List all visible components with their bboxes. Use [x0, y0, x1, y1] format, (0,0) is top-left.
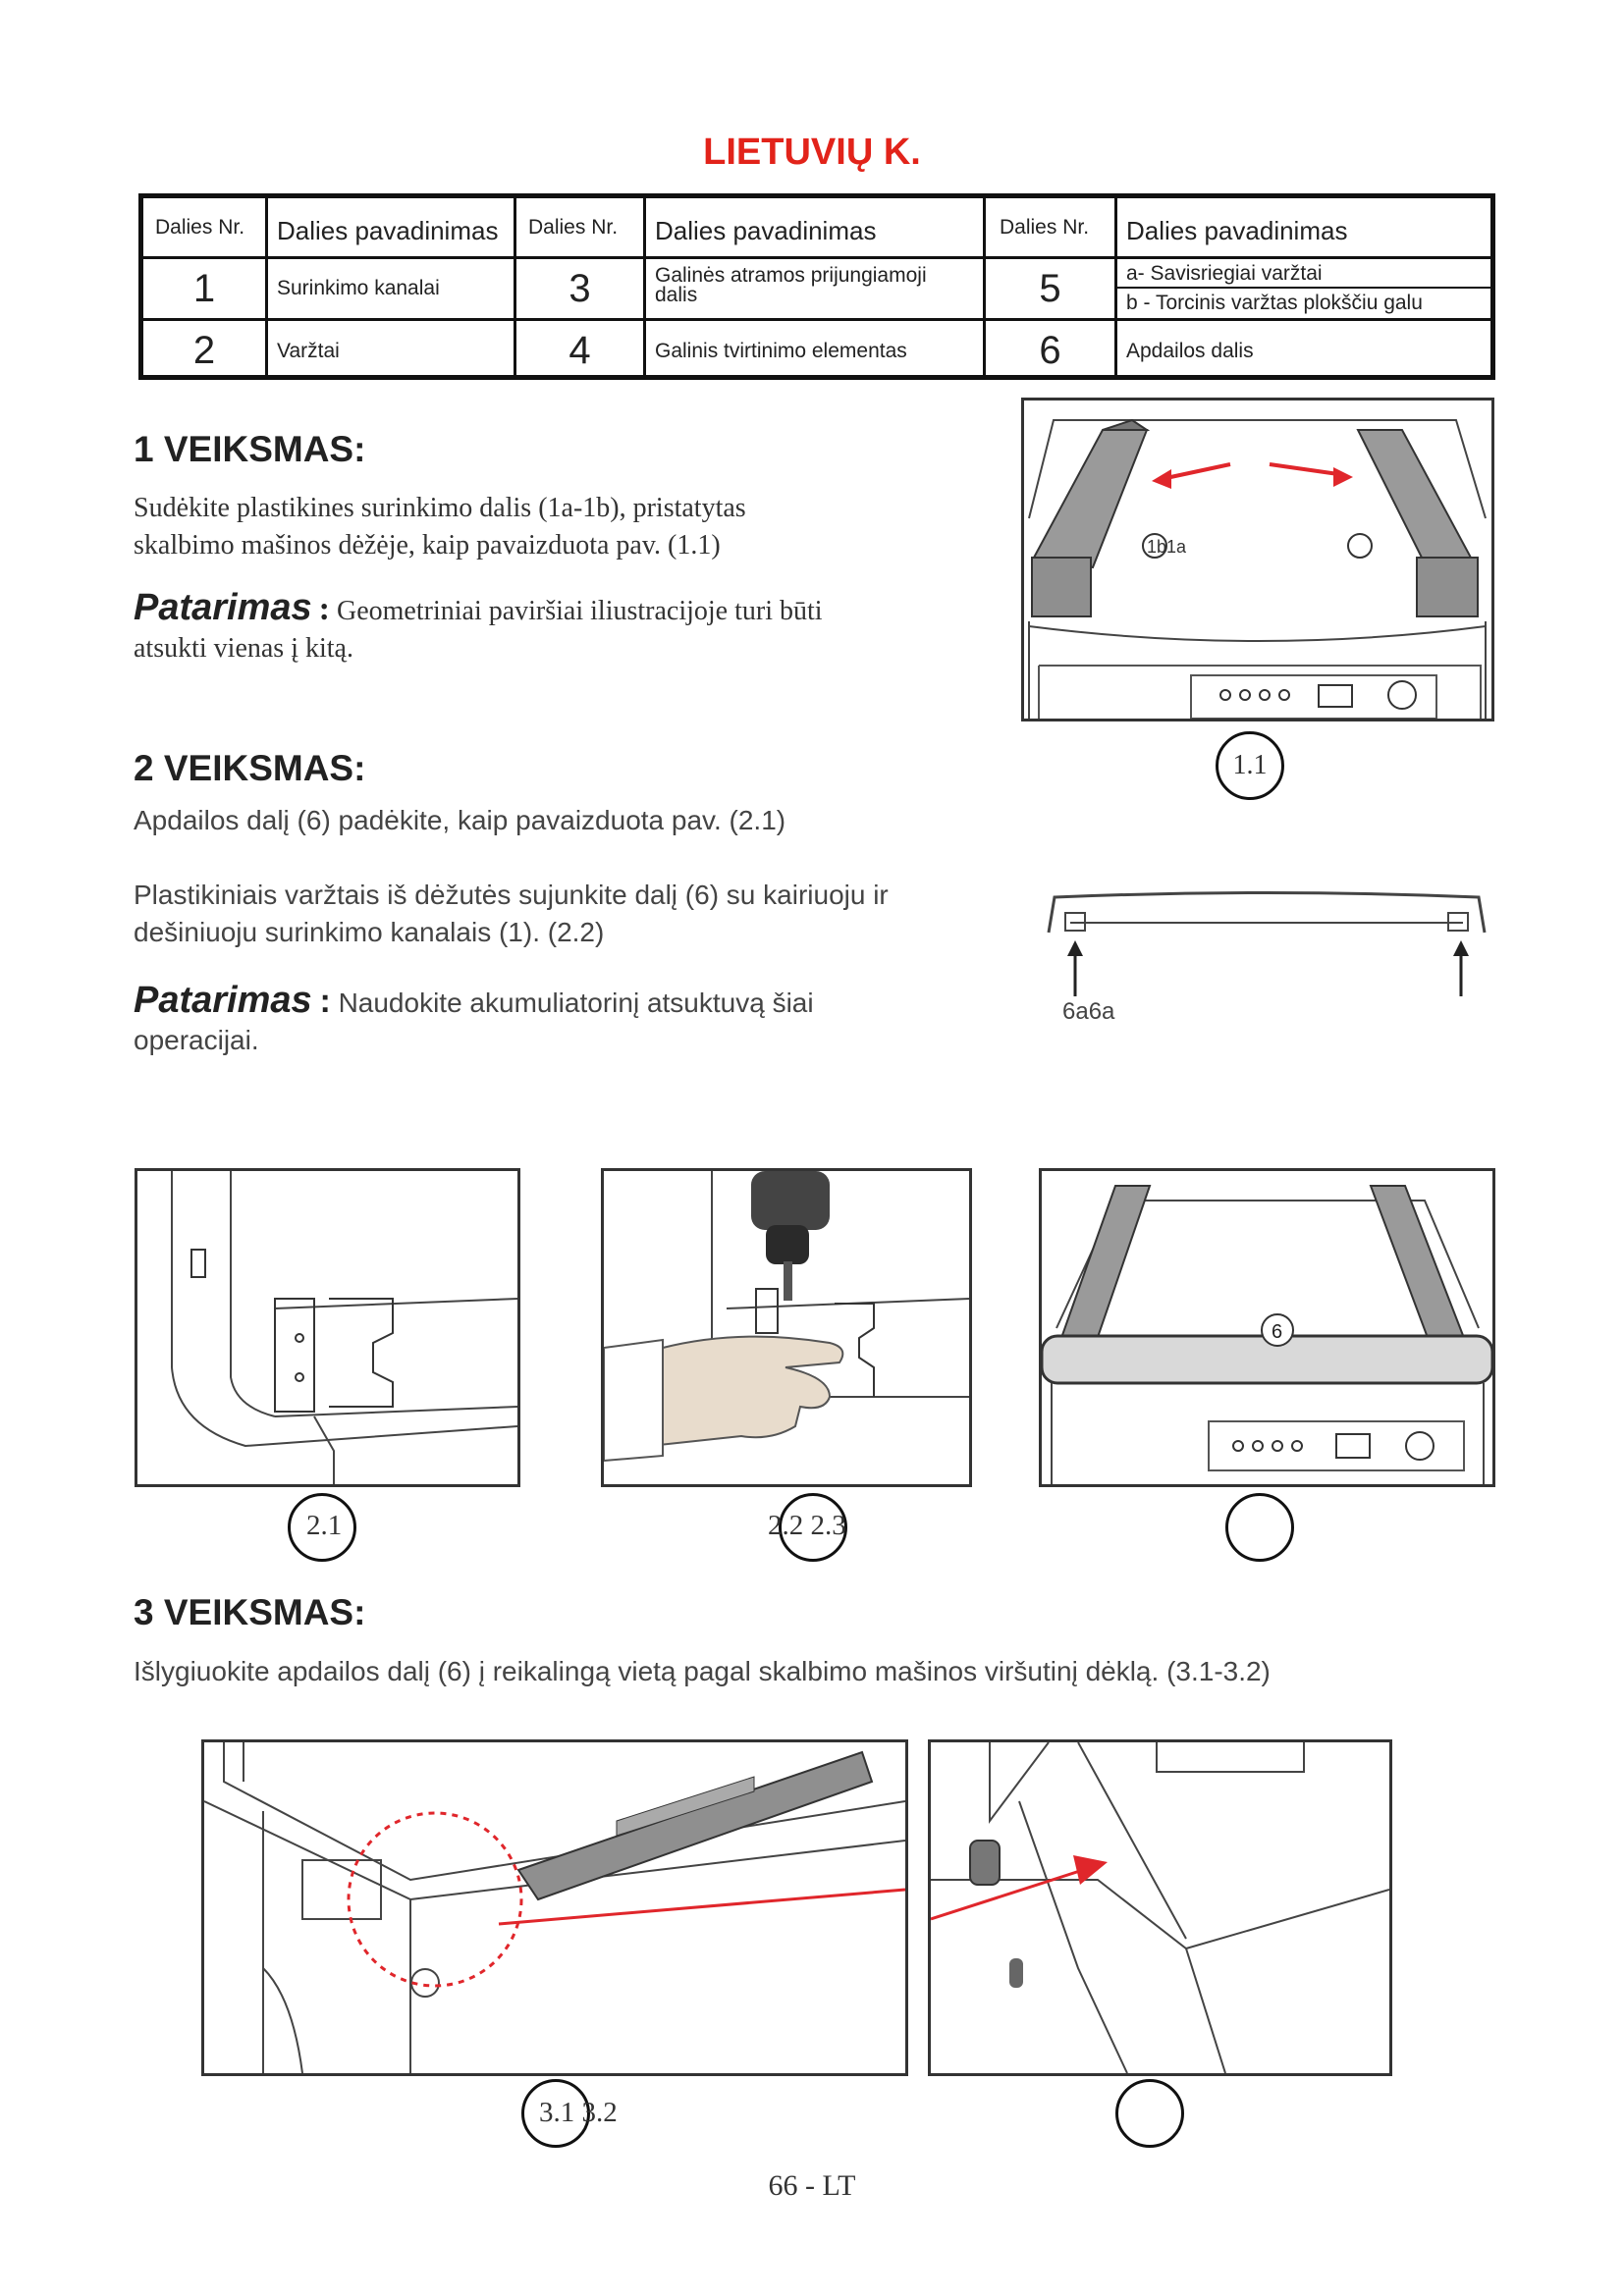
figure-caption-3-2 — [1115, 2079, 1184, 2148]
header-part-name-2: Dalies pavadinimas — [655, 216, 877, 245]
tip-text: Naudokite akumuliatorinį atsuktuvą šiai — [338, 988, 814, 1018]
tip-text: atsukti vienas į kitą. — [134, 633, 353, 664]
step2-text1: Apdailos dalį (6) padėkite, kaip pavaizduota pav. (2.1) — [134, 805, 786, 835]
step3-text: Išlygiuokite apdailos dalį (6) į reikalingą vietą pagal skalbimo mašinos viršutinį dėklą. (3.1-3.2) — [134, 1656, 1271, 1686]
header-part-name-3: Dalies pavadinimas — [1126, 216, 1348, 245]
tip-text: Geometriniai paviršiai iliustracijoje turi būti — [337, 596, 823, 626]
figure-caption-text-2-2: 2.2 2.3 — [768, 1510, 846, 1541]
figure-caption-text-3-1: 3.1 3.2 — [539, 2097, 618, 2128]
figure-2-2 — [601, 1168, 972, 1487]
part-number: 1 — [192, 267, 216, 310]
page-title: LIETUVIŲ K. — [703, 132, 921, 173]
step2-heading: 2 VEIKSMAS: — [134, 748, 366, 788]
part-name: Galinis tvirtinimo elementas — [655, 340, 907, 362]
header-part-name-1: Dalies pavadinimas — [277, 216, 499, 245]
parts-table — [138, 193, 1495, 380]
drill-screw-illustration — [604, 1171, 969, 1484]
figure-caption-text-2-1: 2.1 — [306, 1510, 343, 1541]
figure-3-2 — [928, 1739, 1392, 2076]
part-number: 4 — [568, 329, 591, 372]
step2-text-line: Plastikiniais varžtais iš dėžutės sujunkite dalį (6) su kairiuoju ir — [134, 880, 889, 910]
tip-colon: : — [318, 591, 330, 627]
tip-text: operacijai. — [134, 1025, 259, 1055]
tip-colon: : — [319, 983, 331, 1020]
part-number: 2 — [192, 329, 216, 372]
part-number-label: 6 — [1272, 1321, 1283, 1343]
figure-label-6a6a: 6a6a — [1062, 998, 1115, 1025]
part-name-a: a- Savisriegiai varžtai — [1126, 262, 1323, 285]
tip-label: Patarimas — [134, 980, 312, 1021]
step1-text-line: skalbimo mašinos dėžėje, kaip pavaizduota pav. (1.1) — [134, 530, 721, 561]
part-name-b: b - Torcinis varžtas plokščiu galu — [1126, 292, 1423, 314]
figure-1-1 — [1021, 398, 1494, 721]
figure-3-1 — [201, 1739, 908, 2076]
part-number: 3 — [568, 267, 591, 310]
figure-caption-1-1: 1.1 — [1216, 731, 1284, 800]
trim-edge-closeup-illustration — [931, 1742, 1389, 2073]
part-name: Galinės atramos prijungiamoji dalis — [655, 266, 927, 306]
step1-text-line: Sudėkite plastikines surinkimo dalis (1a-1b), pristatytas — [134, 493, 746, 523]
trim-installed-illustration — [1042, 1171, 1492, 1484]
header-part-nr-3: Dalies Nr. — [1000, 216, 1090, 239]
part-name: Surinkimo kanalai — [277, 277, 440, 299]
step1-heading: 1 VEIKSMAS: — [134, 429, 366, 469]
header-part-nr-2: Dalies Nr. — [528, 216, 619, 239]
step1-tip — [134, 589, 978, 667]
header-part-nr-1: Dalies Nr. — [155, 216, 245, 239]
part-number: 6 — [1039, 329, 1061, 372]
figure-caption-2-3 — [1225, 1493, 1294, 1562]
trim-attach-closeup-illustration — [137, 1171, 517, 1484]
step3-heading: 3 VEIKSMAS: — [134, 1592, 366, 1632]
step1-text — [134, 490, 978, 564]
step2-tip — [134, 982, 1017, 1059]
step2-text-line: dešiniuoju surinkimo kanalais (1). (2.2) — [134, 917, 605, 947]
washer-top-rails-illustration — [1024, 400, 1491, 719]
figure-2-1 — [135, 1168, 520, 1487]
step2-text2 — [134, 877, 1017, 951]
part-number: 5 — [1039, 267, 1061, 310]
figure-label-1b1a: 1b1a — [1147, 537, 1187, 557]
figure-2-3 — [1039, 1168, 1495, 1487]
part-name: Apdailos dalis — [1126, 340, 1254, 362]
part-name: Varžtai — [277, 340, 340, 362]
page-footer: 66 - LT — [768, 2169, 856, 2202]
trim-part-side-illustration — [1041, 883, 1492, 1031]
tip-label: Patarimas — [134, 587, 312, 628]
washer-corner-alignment-illustration — [204, 1742, 905, 2073]
